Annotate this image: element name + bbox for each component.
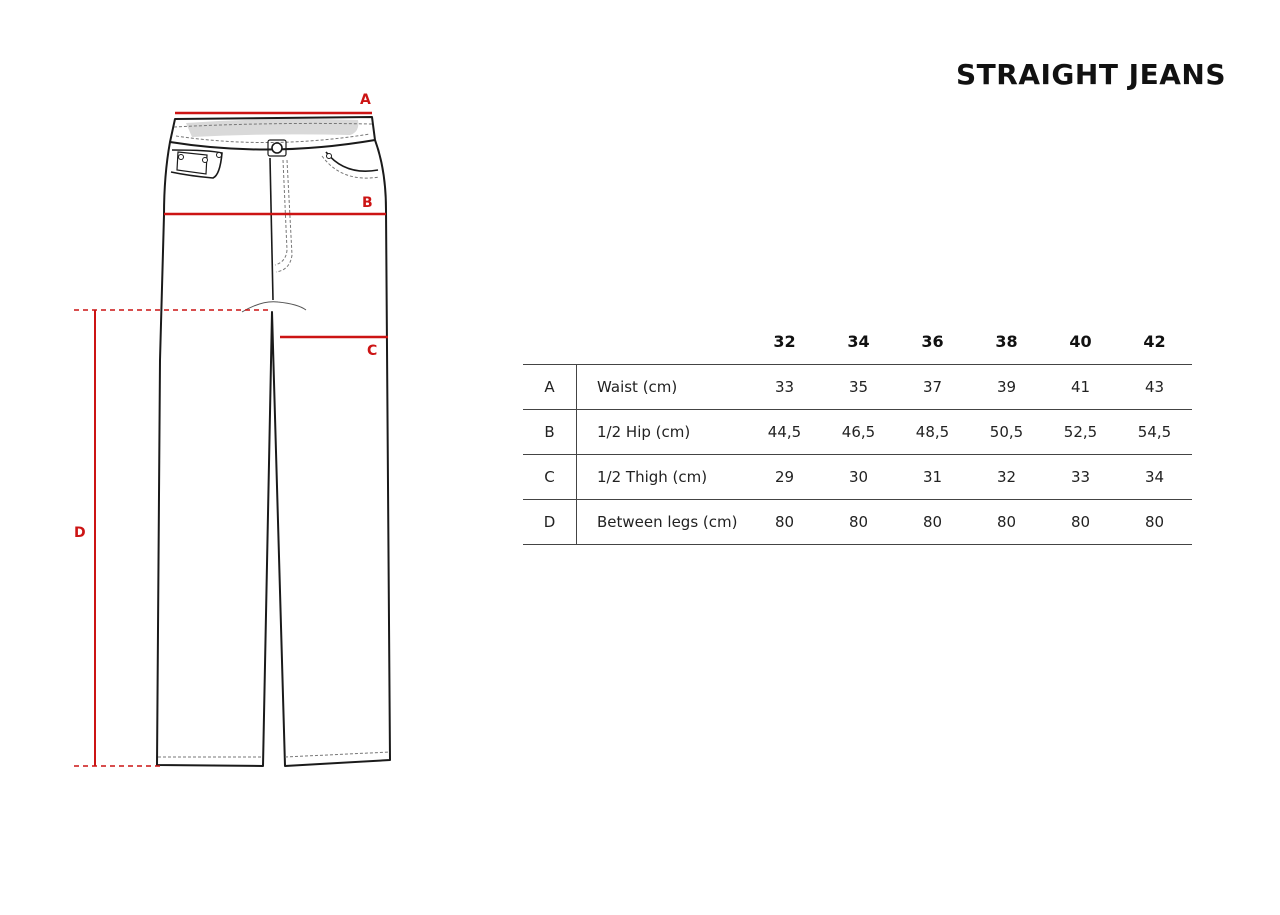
button-icon bbox=[272, 143, 282, 153]
size-chart-table bbox=[523, 318, 1192, 545]
table-cell: 80 bbox=[822, 500, 896, 545]
size-header: 38 bbox=[995, 331, 1018, 351]
row-code: B bbox=[523, 410, 577, 455]
table-cell: 46,5 bbox=[822, 410, 896, 455]
table-cell: 32 bbox=[970, 455, 1044, 500]
size-header-row bbox=[523, 318, 1192, 365]
table-cell: 80 bbox=[1118, 500, 1192, 545]
table-cell: 29 bbox=[748, 455, 822, 500]
row-label: Waist (cm) bbox=[577, 365, 748, 410]
row-label: 1/2 Thigh (cm) bbox=[577, 455, 748, 500]
table-row bbox=[523, 500, 1192, 545]
header-measurement-cell bbox=[577, 318, 748, 365]
table-cell: 54,5 bbox=[1118, 410, 1192, 455]
table-cell: 39 bbox=[970, 365, 1044, 410]
jeans-diagram bbox=[0, 0, 520, 800]
table-cell: 37 bbox=[896, 365, 970, 410]
row-code: C bbox=[523, 455, 577, 500]
left-rivet-icon bbox=[179, 155, 184, 160]
table-cell: 80 bbox=[970, 500, 1044, 545]
table-cell: 80 bbox=[896, 500, 970, 545]
fly-stitch-2 bbox=[275, 160, 287, 265]
table-cell: 31 bbox=[896, 455, 970, 500]
measure-label-c: C bbox=[367, 343, 378, 359]
table-cell: 48,5 bbox=[896, 410, 970, 455]
left-rivet-icon-3 bbox=[217, 153, 222, 158]
left-rivet-icon-2 bbox=[203, 158, 208, 163]
table-cell: 52,5 bbox=[1044, 410, 1118, 455]
header-code-cell bbox=[523, 318, 577, 365]
size-header: 32 bbox=[773, 331, 796, 351]
table-cell: 80 bbox=[1044, 500, 1118, 545]
row-label: 1/2 Hip (cm) bbox=[577, 410, 748, 455]
right-rivet-icon bbox=[327, 154, 332, 159]
table-cell: 35 bbox=[822, 365, 896, 410]
page-title: STRAIGHT JEANS bbox=[956, 58, 1226, 91]
table-cell: 43 bbox=[1118, 365, 1192, 410]
table-cell: 44,5 bbox=[748, 410, 822, 455]
size-header: 34 bbox=[847, 331, 870, 351]
size-header: 36 bbox=[921, 331, 944, 351]
size-header: 42 bbox=[1143, 331, 1166, 351]
table-row bbox=[523, 455, 1192, 500]
table-cell: 33 bbox=[1044, 455, 1118, 500]
size-header: 40 bbox=[1069, 331, 1092, 351]
measure-label-b: B bbox=[362, 195, 373, 211]
table-cell: 30 bbox=[822, 455, 896, 500]
row-code: D bbox=[523, 500, 577, 545]
table-cell: 80 bbox=[748, 500, 822, 545]
table-cell: 50,5 bbox=[970, 410, 1044, 455]
fly-seam bbox=[270, 158, 273, 300]
table-row bbox=[523, 410, 1192, 455]
table-cell: 33 bbox=[748, 365, 822, 410]
measure-label-d: D bbox=[74, 525, 86, 541]
table-row bbox=[523, 365, 1192, 410]
row-code: A bbox=[523, 365, 577, 410]
right-hem-stitch bbox=[285, 752, 390, 757]
waistband-inner bbox=[186, 119, 358, 137]
row-label: Between legs (cm) bbox=[577, 500, 748, 545]
table-cell: 34 bbox=[1118, 455, 1192, 500]
measure-label-a: A bbox=[360, 92, 371, 108]
crotch-curve bbox=[242, 302, 306, 312]
table-cell: 41 bbox=[1044, 365, 1118, 410]
right-pocket-stitch bbox=[322, 156, 379, 178]
